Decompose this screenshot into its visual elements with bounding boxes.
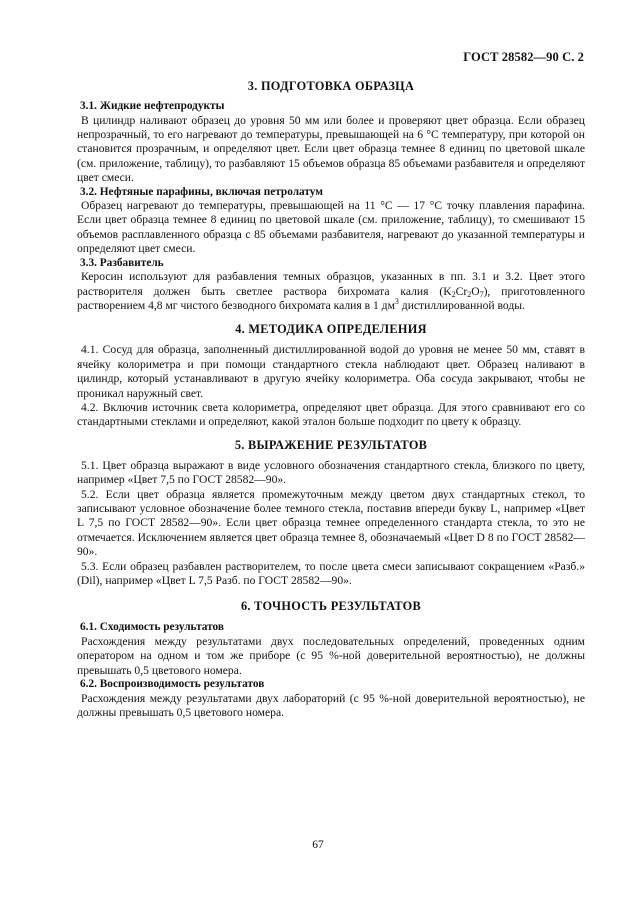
paragraph-5-2: 5.2. Если цвет образца является промежуточным между цветом двух стандартных стекол, то записывают условное обозначение более темного стекла, поставив впереди букву L, например «Цвет L 7,5 по ГОСТ 28582—90». Если цвет образца темнее определенного стандарта стекла, то это не отмечается. Исключением является цвет образца темнее 8, обозначаемый «Цвет D 8 по ГОСТ 28582—90».: [77, 487, 585, 559]
page-header: ГОСТ 28582—90 С. 2: [463, 50, 584, 64]
paragraph-4-2: 4.2. Включив источник света колориметра, определяют цвет образца. Для этого сравнивают его со стандартными стеклами и определяют, какой эталон больше подходит по цвету к образцу.: [77, 401, 585, 429]
section-3-title: 3. ПОДГОТОВКА ОБРАЗЦА: [247, 79, 415, 93]
subsection-6-2-text: Расхождения между результатами двух лабораторий (с 95 %-ной доверительной вероятностью), не должны превышать 0,5 цветового номера.: [77, 691, 585, 720]
paragraph-4-1: 4.1. Сосуд для образца, заполненный дистиллированной водой до уровня не менее 50 мм, ставят в ячейку колориметра и при помощи стандартного стекла наблюдают цвет. Образец наливают в цилиндр, который устанавливают в другую ячейку колориметра. Оба сосуда закрывают, чтобы не проникал наружный свет.: [77, 343, 585, 400]
subscript: 7: [479, 289, 484, 299]
subscript: 2: [451, 289, 456, 299]
paragraph-5-1: 5.1. Цвет образца выражают в виде условного обозначения стандартного стекла, близкого по цвету, например «Цвет 7,5 по ГОСТ 28582—90».: [77, 458, 585, 487]
text-fragment: O: [471, 284, 480, 298]
subsection-3-1-title: 3.1. Жидкие нефтепродукты: [80, 100, 225, 112]
text-fragment: ), приготовленного растворением 4,8 мг чистого безводного бихромата калия в 1 дм: [77, 284, 585, 312]
subsection-6-2-title: 6.2. Воспроизводимость результатов: [80, 678, 265, 691]
section-4-title: 4. МЕТОДИКА ОПРЕДЕЛЕНИЯ: [235, 322, 427, 337]
section-5-title: 5. ВЫРАЖЕНИЕ РЕЗУЛЬТАТОВ: [234, 437, 428, 452]
subsection-3-1-text: В цилиндр наливают образец до уровня 50 мм или более и проверяют цвет образца. Если образец непрозрачный, то его нагревают до температуры, превышающей на 6 °С температуру, при которой он становится прозрачным, и определяют цвет. Если цвет образца темнее 8 единиц по цветовой шкале (см. приложение, таблицу), то разбавляют 15 объемов образца 85 объемами разбавителя и определяют цвет смеси.: [77, 113, 585, 185]
section-6-title: 6. ТОЧНОСТЬ РЕЗУЛЬТАТОВ: [240, 599, 422, 614]
paragraph-5-3: 5.3. Если образец разбавлен растворителем, то после цвета смеси записывают сокращением «Разб.» (Dil), например «Цвет L 7,5 Разб. по ГОСТ 28582—90».: [77, 559, 585, 588]
subsection-3-2-title: 3.2. Нефтяные парафины, включая петролатум: [80, 185, 323, 198]
subsection-6-1-title: 6.1. Сходимость результатов: [80, 621, 225, 634]
superscript: 3: [394, 296, 399, 306]
page-content: [77, 78, 585, 721]
text-fragment: дистиллированной воды.: [398, 298, 525, 312]
subscript: 2: [467, 289, 472, 299]
text-fragment: Керосин используют для разбавления темных образцов, указанных в пп. 3.1 и 3.2. Цвет этого растворителя должен быть светлее раствора бихромата калия (K: [77, 270, 585, 298]
text-fragment: Cr: [455, 284, 468, 298]
page-number: 67: [312, 839, 324, 851]
subsection-3-3-text: [77, 270, 585, 313]
subsection-3-3-title: 3.3. Разбавитель: [80, 256, 164, 269]
subsection-3-2-text: Образец нагревают до температуры, превышающей на 11 °С — 17 °С точку плавления парафина. Если цвет образца темнее 8 единиц по цветовой шкале (см. приложение, таблицу), то смешивают 15 объемов расплавленного образца с 85 объемами разбавителя, нагревают до указанной температуры и определяют цвет смеси.: [77, 199, 585, 256]
subsection-6-1-text: Расхождения между результатами двух последовательных определений, проведенных одним оператором на одном и том же приборе (с 95 %-ной доверительной вероятностью), не должны превышать 0,5 цветового номера.: [77, 634, 585, 677]
